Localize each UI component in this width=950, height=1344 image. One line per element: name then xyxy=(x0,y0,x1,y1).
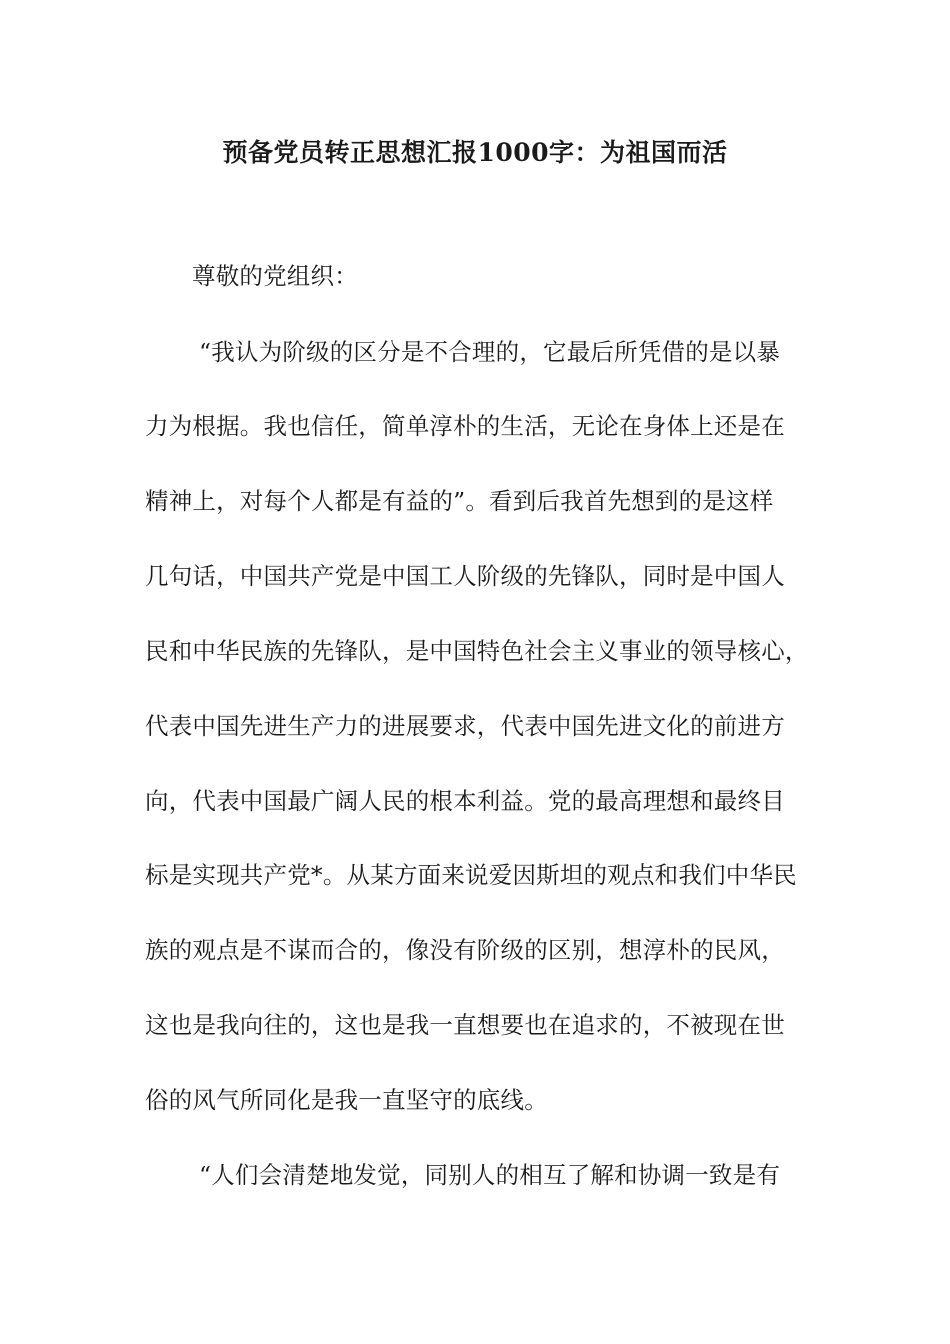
paragraph-line: 代表中国先进生产力的进展要求，代表中国先进文化的前进方 xyxy=(145,712,785,740)
paragraph-line: 向，代表中国最广阔人民的根本利益。党的最高理想和最终目 xyxy=(145,787,785,815)
document-title: 预备党员转正思想汇报1000字：为祖国而活 xyxy=(222,138,728,167)
paragraph-line: 力为根据。我也信任，简单淳朴的生活，无论在身体上还是在 xyxy=(145,412,785,440)
paragraph-line: 族的观点是不谋而合的，像没有阶级的区别，想淳朴的民风， xyxy=(145,936,785,964)
paragraph-line: 几句话，中国共产党是中国工人阶级的先锋队，同时是中国人 xyxy=(145,562,785,590)
paragraph-line: 俗的风气所同化是我一直坚守的底线。 xyxy=(145,1086,548,1114)
paragraph-line: 这也是我向往的，这也是我一直想要也在追求的，不被现在世 xyxy=(145,1011,785,1039)
salutation: 尊敬的党组织： xyxy=(192,262,358,290)
paragraph-line: 民和中华民族的先锋队，是中国特色社会主义事业的领导核心， xyxy=(145,637,809,665)
paragraph-line: “我认为阶级的区分是不合理的，它最后所凭借的是以暴 xyxy=(199,338,781,366)
paragraph-line: “人们会清楚地发觉，同别人的相互了解和协调一致是有 xyxy=(199,1161,781,1189)
paragraph-line: 精神上，对每个人都是有益的”。看到后我首先想到的是这样 xyxy=(145,487,774,515)
paragraph-line: 标是实现共产党*。从某方面来说爱因斯坦的观点和我们中华民 xyxy=(145,861,797,889)
